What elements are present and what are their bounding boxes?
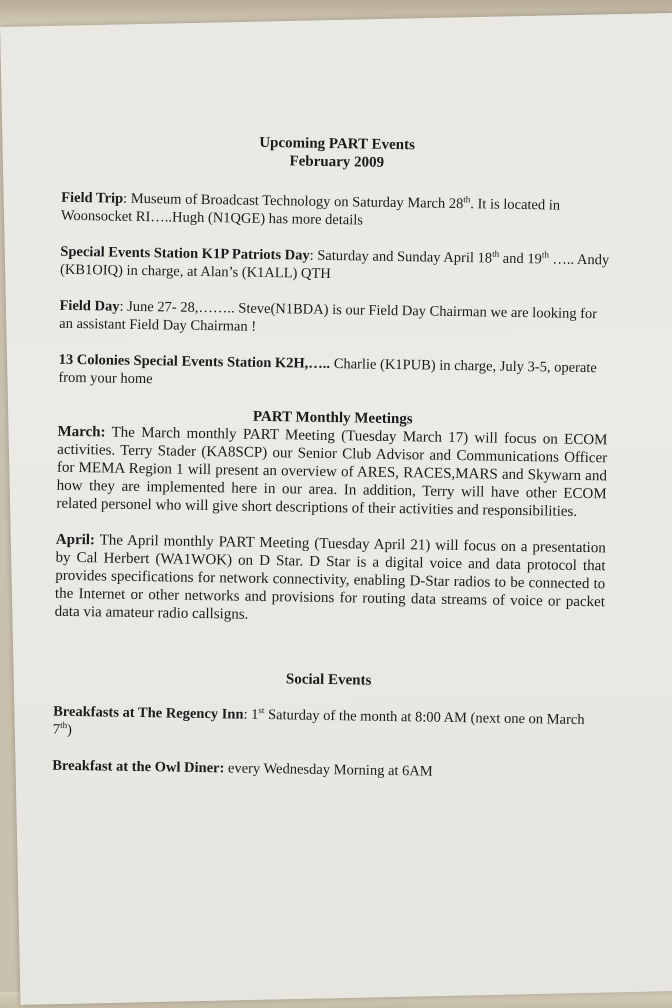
social-label: Breakfasts at The Regency Inn [53, 703, 244, 723]
page-date: February 2009 [289, 153, 385, 171]
meeting-label: April: [55, 531, 96, 549]
meeting-march: March: The March monthly PART Meeting (Tuesday March 17) will focus on ECOM activities. Terry Stader (KA8SCP) our Senior Club Advisor and Communications Officer for MEMA Region 1 will present an overview of ARES, RACES,MARS and Skywarn and how they are implemented here in our area. In addition, Terry will have other ECOM related personel who will give short descriptions of their activities and responsibilities. [56, 423, 608, 520]
event-label: 13 Colonies Special Events Station K2H,….. [58, 351, 331, 372]
event-13-colonies: 13 Colonies Special Events Station K2H,….. Charlie (K1PUB) in charge, July 3-5, operate from your home [58, 351, 597, 388]
document-body [52, 131, 612, 784]
page-title: Upcoming PART Events [259, 134, 415, 154]
event-k1p-patriots-day: Special Events Station K1P Patriots Day: Saturday and Sunday April 18th and 19th ….. Andy (KB1OIQ) in charge, at Alan’s (K1ALL) QTH [59, 243, 610, 282]
meeting-label: March: [57, 423, 106, 441]
social-label: Breakfast at the Owl Diner: [52, 757, 225, 777]
paper-sheet [0, 13, 672, 1005]
social-breakfast-regency: Breakfasts at The Regency Inn: 1st Saturday of the month at 8:00 AM (next one on March 7th) [52, 703, 585, 738]
meeting-april: April: The April monthly PART Meeting (Tuesday April 21) will focus on a presentation by Cal Herbert (WA1WOK) on D Star. D Star is a digital voice and data protocol that provides specifications for network connectivity, enabling D-Star radios to be connected to the Internet or other networks and provisions for routing data streams of voice or packet data via amateur radio callsigns. [54, 531, 606, 623]
social-breakfast-owl: Breakfast at the Owl Diner: every Wednesday Morning at 6AM [52, 757, 433, 780]
event-label: Special Events Station K1P Patriots Day [60, 243, 310, 264]
event-field-day: Field Day: June 27- 28,…….. Steve(N1BDA) is our Field Day Chairman we are looking for an assistant Field Day Chairman ! [59, 297, 598, 335]
event-label: Field Day [59, 297, 120, 315]
event-label: Field Trip [61, 189, 124, 207]
meetings-heading: PART Monthly Meetings [252, 408, 413, 428]
event-field-trip: Field Trip: Museum of Broadcast Technology on Saturday March 28th. It is located in Woonsocket RI…..Hugh (N1QGE) has more details [60, 189, 561, 229]
social-heading: Social Events [285, 671, 372, 689]
